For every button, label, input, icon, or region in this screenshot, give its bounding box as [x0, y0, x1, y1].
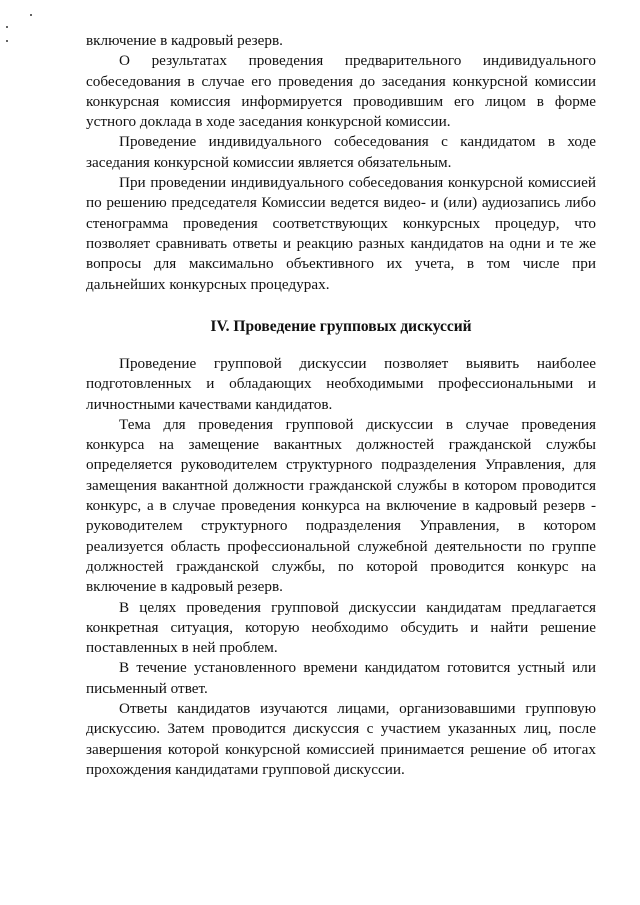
paragraph-discussion-answer: В течение установленного времени кандидатом готовится устный или письменный ответ.: [86, 659, 596, 697]
text-block-top: [86, 31, 596, 295]
paragraph-discussion-situation: В целях проведения групповой дискуссии кандидатам предлагается конкретная ситуация, которую необходимо обсудить и найти решение поставленных в ней проблем.: [86, 598, 596, 657]
text-block-discussion: [86, 354, 596, 780]
paragraph-recording: При проведении индивидуального собеседования конкурсной комиссией по решению председателя Комиссии ведется видео- и (или) аудиозапись либо стенограмма проведения соответствующих конкурсных процедур, что позволяет сравнивать ответы и реакцию разных кандидатов на одни и те же вопросы для максимально объективного их учета, в том числе при дальнейших конкурсных процедурах.: [86, 174, 596, 293]
paragraph-continuation: включение в кадровый резерв.: [86, 32, 283, 49]
paragraph-discussion-decision: Ответы кандидатов изучаются лицами, организовавшими групповую дискуссию. Затем проводится дискуссия с участием указанных лиц, после завершения которой конкурсной комиссией принимается решение об итогах прохождения кандидатами групповой дискуссии.: [86, 700, 596, 778]
paragraph-interview-mandatory: Проведение индивидуального собеседования с кандидатом в ходе заседания конкурсной комиссии является обязательным.: [86, 133, 596, 171]
paragraph-discussion-purpose: Проведение групповой дискуссии позволяет выявить наиболее подготовленных и обладающих необходимыми профессиональными и личностными качествами кандидатов.: [86, 355, 596, 413]
paragraph-interview-results: О результатах проведения предварительного индивидуального собеседования в случае его проведения до заседания конкурсной комиссии конкурсная комиссия информируется проводившим его лицом в форме устного доклада в ходе заседания конкурсной комиссии.: [86, 52, 596, 131]
section-heading: IV. Проведение групповых дискуссий: [210, 318, 472, 335]
paragraph-discussion-topic: Тема для проведения групповой дискуссии в случае проведения конкурса на замещение вакантных должностей гражданской службы определяется руководителем структурного подразделения Управления, для замещения вакантной должности гражданской службы в котором проводится конкурс, а в случае проведения конкурса на включение в кадровый резерв - руководителем структурного подразделения Управления, в котором реализуется область профессиональной служебной деятельности по группе должностей гражданской службы, по которой проводится конкурс на включение в кадровый резерв.: [86, 415, 596, 596]
